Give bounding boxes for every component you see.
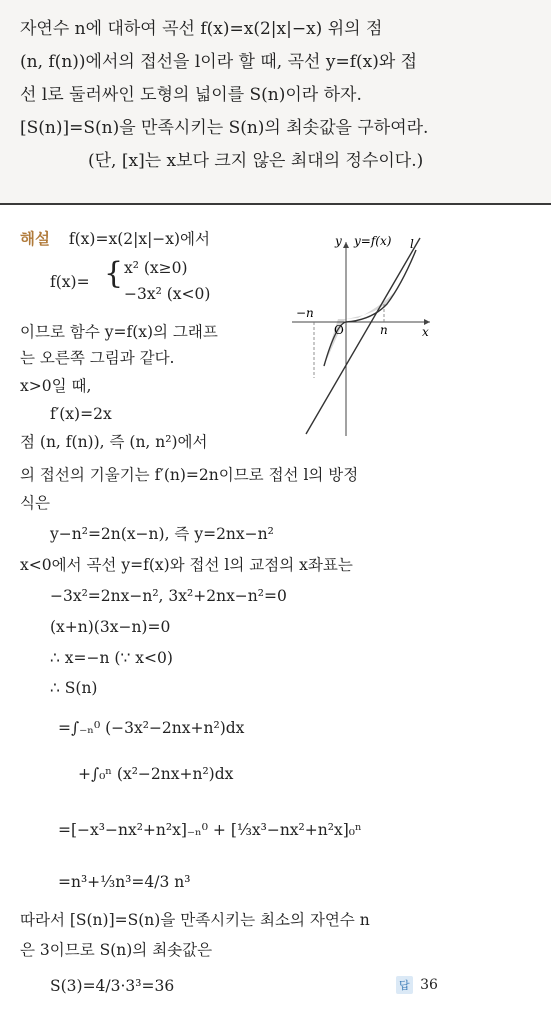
solution-line: =[−x³−nx²+n²x]₋ₙ⁰ + [⅓x³−nx²+n²x]₀ⁿ [58,821,362,839]
y-axis-label: y [335,234,342,248]
tangent-l [306,238,420,434]
problem-line-2: (n, f(n))에서의 접선을 l이라 할 때, 곡선 y=f(x)와 접 [20,52,418,72]
curve-label: y=f(x) [354,234,392,248]
problem-box [0,0,551,203]
x-axis-label: x [422,325,429,339]
problem-line-5: (단, [x]는 x보다 크지 않은 최대의 정수이다.) [88,151,424,171]
solution-intro: f(x)=x(2|x|−x)에서 [68,230,211,248]
section-divider [0,203,551,205]
solution-line: −3x²=2nx−n², 3x²+2nx−n²=0 [50,587,287,605]
solution-line: x<0에서 곡선 y=f(x)와 접선 l의 교점의 x좌표는 [20,556,353,574]
solution-line: 점 (n, f(n)), 즉 (n, n²)에서 [20,433,208,451]
piecewise-bottom: −3x² (x<0) [124,285,211,303]
y-axis-arrow [343,242,349,248]
solution-line: 는 오른쪽 그림과 같다. [20,349,175,367]
solution-line: 은 3이므로 S(n)의 최솟값은 [20,941,213,959]
solution-line: 이므로 함수 y=f(x)의 그래프 [20,323,218,341]
shaded-region-right [346,288,398,319]
neg-n-label: −n [296,306,314,320]
solution-intro-line [20,229,210,249]
solution-line: S(3)=4/3·3³=36 [50,977,175,995]
solution-header: 해설 [20,229,50,248]
answer [396,976,438,994]
solution-line: 식은 [20,494,50,512]
origin-label: O [334,323,344,337]
answer-value: 36 [420,977,438,993]
problem-line-1: 자연수 n에 대하여 곡선 f(x)=x(2|x|−x) 위의 점 [20,19,383,39]
solution-line: ∴ x=−n (∵ x<0) [50,649,173,667]
piecewise-top: x² (x≥0) [124,259,188,277]
piecewise-brace: { [104,256,124,291]
piecewise-lhs: f(x)= [50,273,90,291]
problem-line-4: [S(n)]=S(n)을 만족시키는 S(n)의 최솟값을 구하여라. [20,118,429,138]
n-label: n [380,323,388,337]
solution-line: (x+n)(3x−n)=0 [50,618,171,636]
solution-line: ∴ S(n) [50,679,98,697]
solution-line: +∫₀ⁿ (x²−2nx+n²)dx [78,765,234,783]
solution-line: =∫₋ₙ⁰ (−3x²−2nx+n²)dx [58,719,245,737]
solution-line: =n³+⅓n³=4/3 n³ [58,873,191,891]
solution-line: x>0일 때, [20,377,92,395]
solution-line: 의 접선의 기울기는 f′(n)=2n이므로 접선 l의 방정 [20,466,359,484]
solution-line: f′(x)=2x [50,405,112,423]
problem-line-3: 선 l로 둘러싸인 도형의 넓이를 S(n)이라 하자. [20,85,362,105]
solution-line: y−n²=2n(x−n), 즉 y=2nx−n² [50,525,274,543]
tangent-label: l [410,237,414,251]
answer-label: 답 [396,976,413,994]
function-graph [292,228,442,438]
solution-line: 따라서 [S(n)]=S(n)을 만족시키는 최소의 자연수 n [20,911,370,929]
